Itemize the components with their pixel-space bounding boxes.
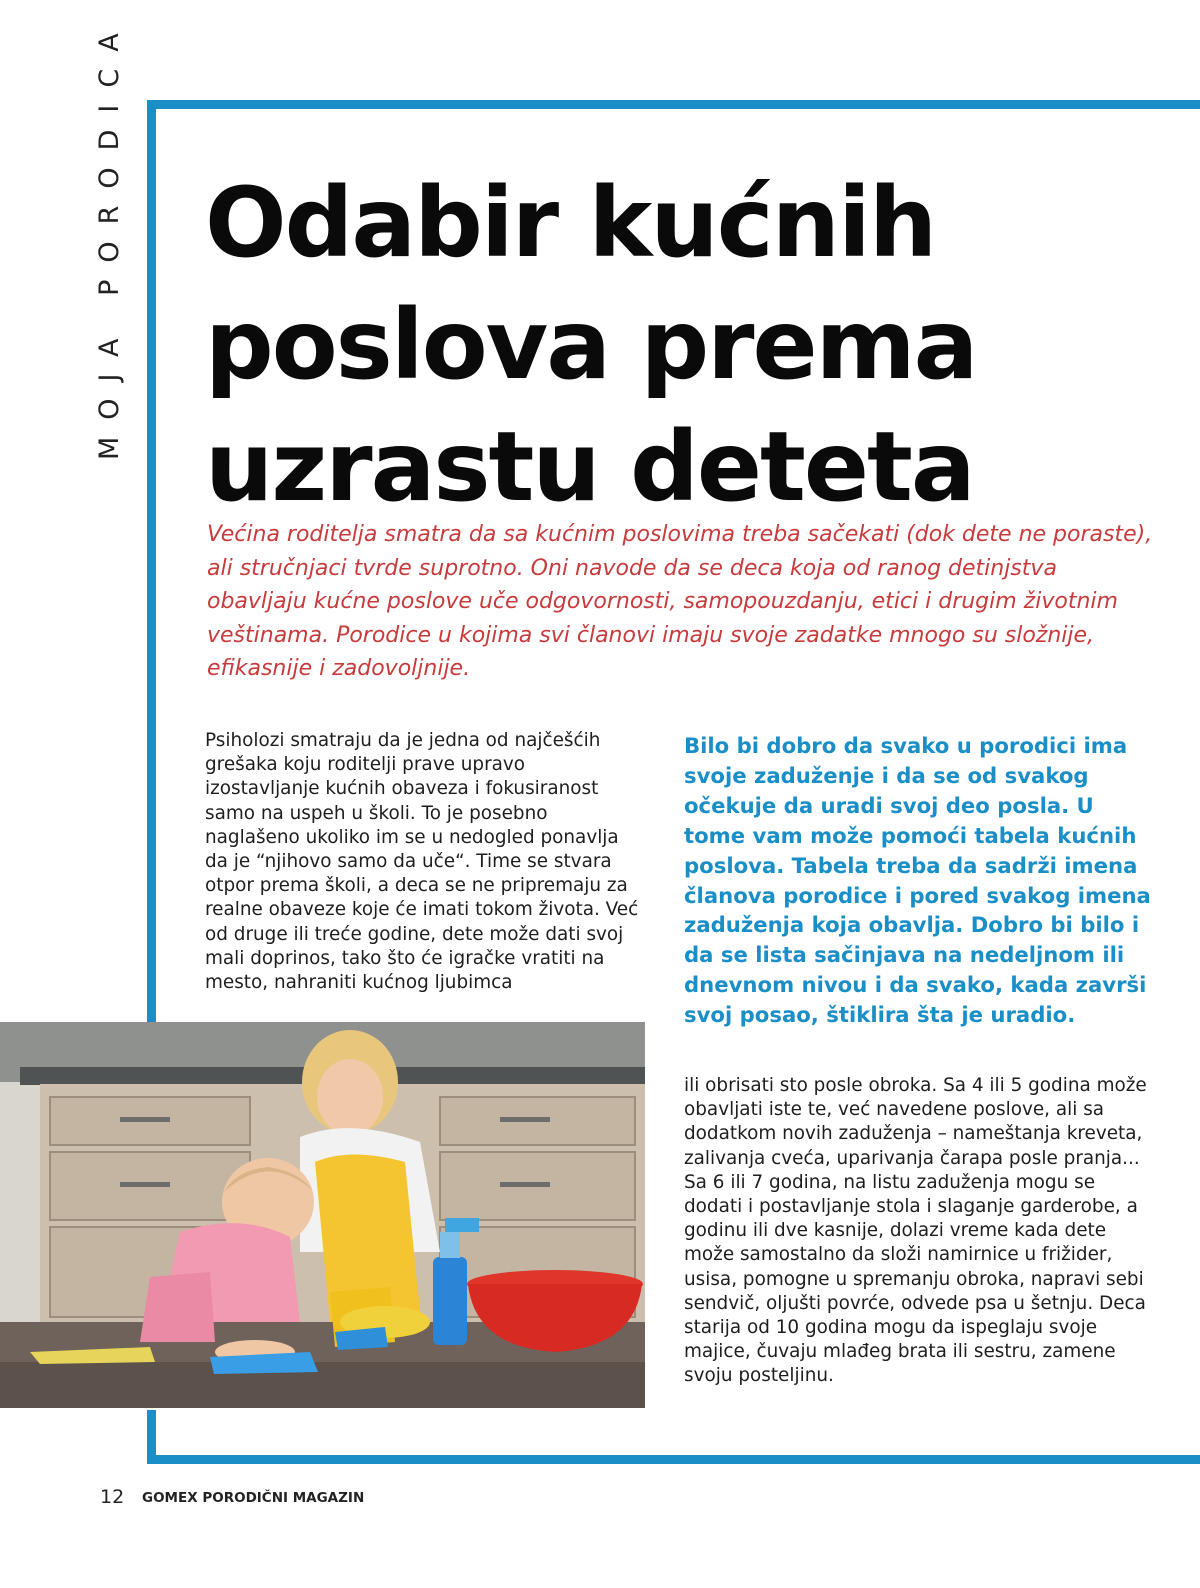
article-title: Odabir kućnih poslova prema uzrastu deteta bbox=[205, 167, 977, 523]
article-photo bbox=[0, 1022, 645, 1408]
article-intro: Većina roditelja smatra da sa kućnim poslovima treba sačekati (dok dete ne poraste), ali stručnjaci tvrde suprotno. Oni navode da se deca koja od ranog detinjstva obavljaju kućne poslove uče odgovornosti, samopouzdanju, etici i drugim životnim veštinama. Porodice u kojima svi članovi imaju svoje zadatke mnogo su složnije, efikasnije i zadovoljnije. bbox=[207, 522, 1153, 681]
frame-bottom-border bbox=[147, 1455, 1200, 1464]
frame-top-border bbox=[147, 100, 1200, 109]
photo-illustration bbox=[0, 1022, 645, 1408]
magazine-name: GOMEX PORODIČNI MAGAZIN bbox=[142, 1490, 365, 1506]
body-paragraph: ili obrisati sto posle obroka. Sa 4 ili 5 godina može obavljati iste te, već navedene poslove, ali sa dodatkom novih zaduženja – nameštanja kreveta, zalivanja cveća, uparivanja čarapa posle pranja... bbox=[684, 1075, 1147, 1169]
frame-left-border bbox=[147, 100, 156, 1030]
page-number: 12 bbox=[100, 1486, 125, 1508]
body-paragraph: Sa 6 ili 7 godina, na listu zaduženja mogu se dodati i postavljanje stola i slaganje garderobe, a godinu ili dve kasnije, dolazi vreme kada dete može samostalno da složi namirnice u frižider, usisa, pomogne u spremanju obroka, napravi sebi sendvič, oljušti povrće, odvede psa u šetnju. Deca starija od 10 godina mogu da ispeglaju svoje majice, čuvaju mlađeg brata ili sestru, zamene svoju posteljinu. bbox=[684, 1171, 1146, 1387]
body-text-left: Psiholozi smatraju da je jedna od najčešćih grešaka koju roditelji prave upravo izostavljanje kućnih obaveza i fokusiranost samo na uspeh u školi. To je posebno naglašeno ukoliko im se u nedogled ponavlja da je “njihovo samo da uče“. Time se stvara otpor prema školi, a deca se ne pripremaju za realne obaveze koje će imati tokom života. Već od druge ili treće godine, dete može dati svoj mali doprinos, tako što će igračke vratiti na mesto, nahraniti kućnog ljubimca bbox=[205, 730, 639, 994]
body-text-right bbox=[684, 1074, 1154, 1389]
pull-quote: Bilo bi dobro da svako u porodici ima svoje zaduženje i da se od svakog očekuje da uradi svoj deo posla. U tome vam može pomoći tabela kućnih poslova. Tabela treba da sadrži imena članova porodice i pored svakog imena zaduženja koja obavlja. Dobro bi bilo i da se lista sačinjava na nedeljnom ili dnevnom nivou i da svako, kada završi svoj posao, štiklira šta je uradio. bbox=[684, 733, 1151, 1028]
section-label: MOJA PORODICA bbox=[94, 16, 125, 460]
